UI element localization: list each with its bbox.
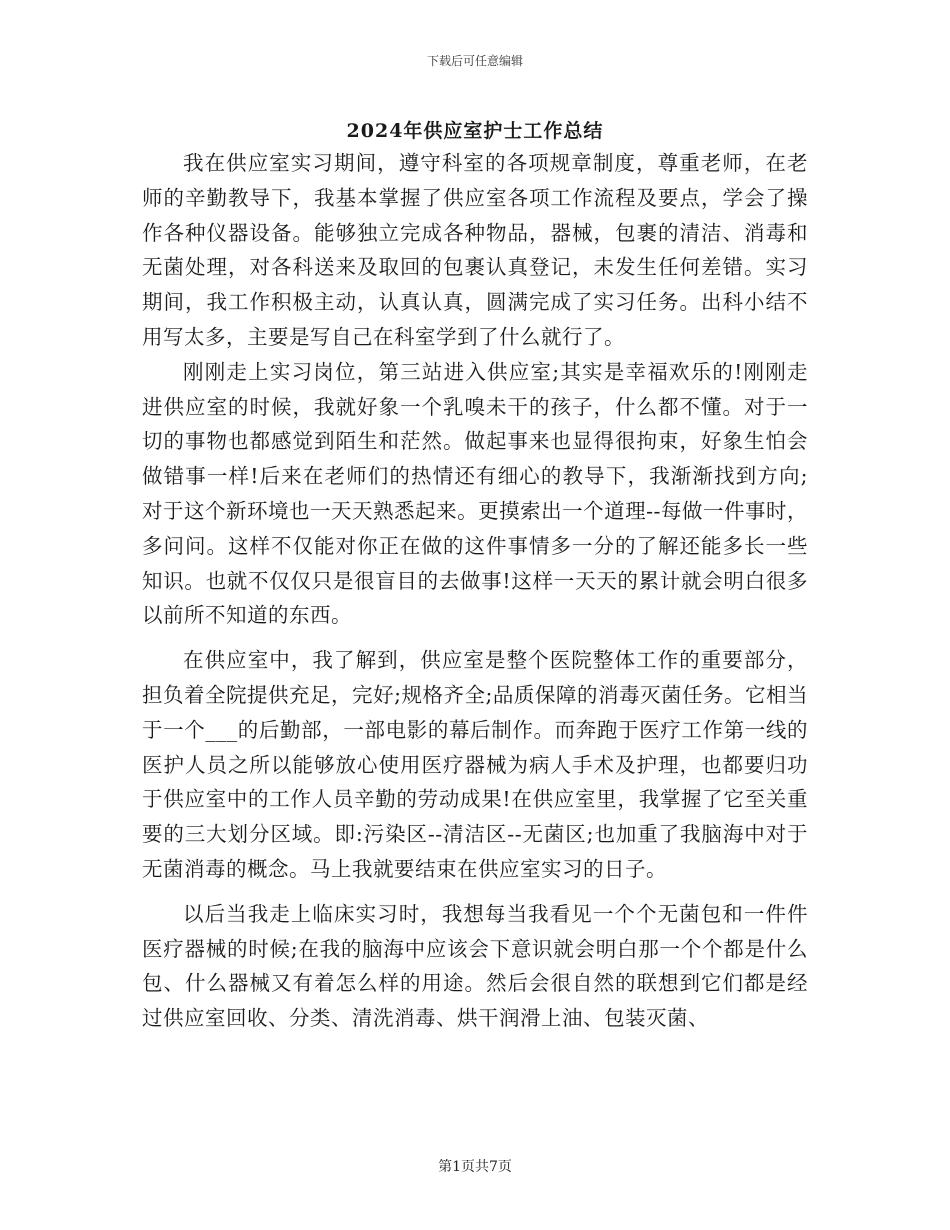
paragraph-4: 以后当我走上临床实习时，我想每当我看见一个个无菌包和一件件医疗器械的时候;在我的脑海中应该会下意识就会明白那一个个都是什么包、什么器械又有着怎么样的用途。然后会很自然的联想到它们都是经过供应室回收、分类、清洗消毒、烘干润滑上油、包装灭菌、 [142, 901, 808, 1031]
document-body [142, 146, 808, 1036]
page-header-note: 下载后可任意编辑 [426, 54, 523, 68]
document-title: 2024年供应室护士工作总结 [346, 120, 604, 142]
paragraph-1: 我在供应室实习期间，遵守科室的各项规章制度，尊重老师，在老师的辛勤教导下，我基本掌握了供应室各项工作流程及要点，学会了操作各种仪器设备。能够独立完成各种物品，器械，包裹的清洁、消毒和无菌处理，对各科送来及取回的包裹认真登记，未发生任何差错。实习期间，我工作积极主动，认真认真，圆满完成了实习任务。出科小结不用写太多，主要是写自己在科室学到了什么就行了。 [142, 151, 808, 349]
paragraph-3: 在供应室中，我了解到，供应室是整个医院整体工作的重要部分，担负着全院提供充足，完好;规格齐全;品质保障的消毒灭菌任务。它相当于一个___的后勤部，一部电影的幕后制作。而奔跑于医疗工作第一线的医护人员之所以能够放心使用医疗器械为病人手术及护理，也都要归功于供应室中的工作人员辛勤的劳动成果!在供应室里，我掌握了它至关重要的三大划分区域。即:污染区--清洁区--无菌区;也加重了我脑海中对于无菌消毒的概念。马上我就要结束在供应室实习的日子。 [142, 648, 808, 881]
paragraph-2: 刚刚走上实习岗位，第三站进入供应室;其实是幸福欢乐的!刚刚走进供应室的时候，我就好象一个乳嗅未干的孩子，什么都不懂。对于一切的事物也都感觉到陌生和茫然。做起事来也显得很拘束，好象生怕会做错事一样!后来在老师们的热情还有细心的教导下，我渐渐找到方向;对于这个新环境也一天天熟悉起来。更摸索出一个道理--每做一件事时，多问问。这样不仅能对你正在做的这件事情多一分的了解还能多长一些知识。也就不仅仅只是很盲目的去做事!这样一天天的累计就会明白很多以前所不知道的东西。 [142, 359, 808, 628]
page-footer-number: 第1页共7页 [438, 1159, 512, 1175]
